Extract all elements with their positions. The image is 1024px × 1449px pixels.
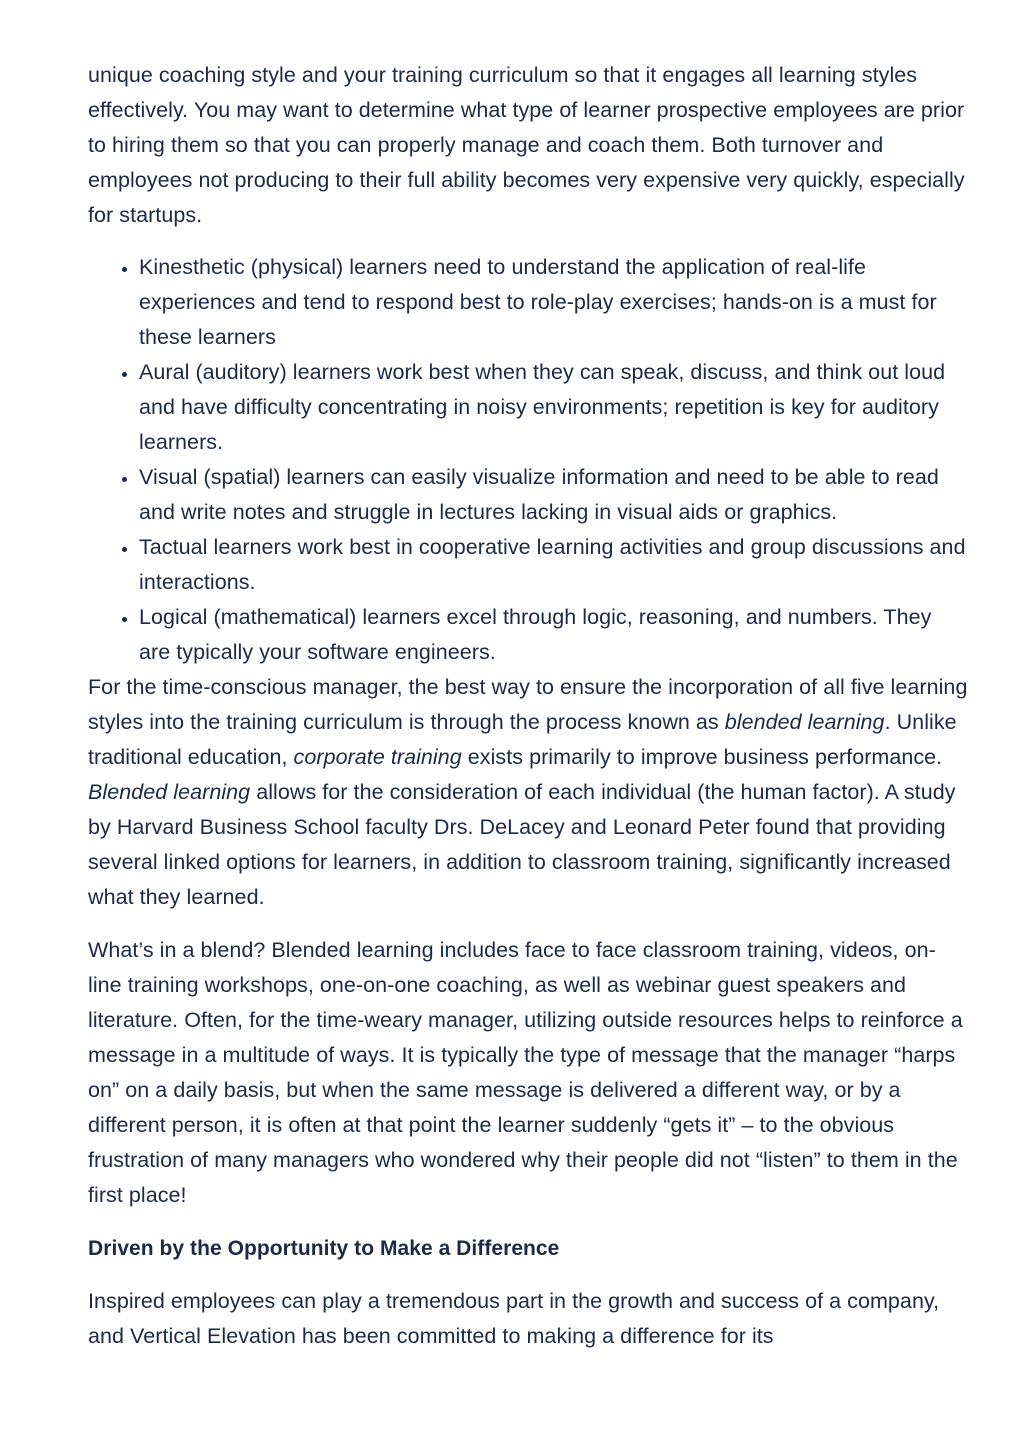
list-item-visual: • Visual (spatial) learners can easily visualize information and need to be able to read and write notes and struggle in lectures lacking in visual aids or graphics.: [139, 460, 968, 530]
blended-learning-paragraph: [88, 670, 968, 915]
blended-learning-emphasis: blended learning: [724, 710, 885, 734]
blended-text-4: allows for the consideration of each individual (the human factor). A study by Harvard Business School faculty Drs. DeLacey and Leonard Peter found that providing several linked options for learners, in addition to classroom training, significantly increased what they learned.: [88, 780, 956, 909]
blend-paragraph: What’s in a blend? Blended learning includes face to face classroom training, videos, on-line training workshops, one-on-one coaching, as well as webinar guest speakers and literature. Often, for the time-weary manager, utilizing outside resources helps to reinforce a message in a multitude of ways. It is typically the type of message that the manager “harps on” on a daily basis, but when the same message is delivered a different way, or by a different person, it is often at that point the learner suddenly “gets it” – to the obvious frustration of many managers who wondered why their people did not “listen” to them in the first place!: [88, 938, 963, 1207]
blended-learning-emphasis-2: Blended learning: [88, 780, 251, 804]
corporate-training-emphasis: corporate training: [293, 745, 462, 769]
document-page: [88, 58, 968, 1354]
closing-paragraph: Inspired employees can play a tremendous part in the growth and success of a company, and Vertical Elevation has been committed to making a difference for its: [88, 1289, 940, 1348]
blended-text-2: . Unlike traditional education,: [88, 710, 957, 769]
intro-paragraph: unique coaching style and your training curriculum so that it engages all learning styles effectively. You may want to determine what type of learner prospective employees are prior to hiring them so that you can properly manage and coach them. Both turnover and employees not producing to their full ability becomes very expensive very quickly, especially for startups.: [88, 63, 965, 227]
blended-text-1: For the time-conscious manager, the best way to ensure the incorporation of all five learning styles into the training curriculum is through the process known as: [88, 675, 968, 734]
section-heading: Driven by the Opportunity to Make a Difference: [88, 1237, 560, 1260]
list-item-kinesthetic: • Kinesthetic (physical) learners need to understand the application of real-life experiences and tend to respond best to role-play exercises; hands-on is a must for these learners: [139, 250, 968, 355]
list-item-logical: • Logical (mathematical) learners excel through logic, reasoning, and numbers. They are typically your software engineers.: [139, 600, 968, 670]
list-item-aural: • Aural (auditory) learners work best when they can speak, discuss, and think out loud and have difficulty concentrating in noisy environments; repetition is key for auditory learners.: [139, 355, 968, 460]
learning-styles-list: [88, 250, 968, 670]
blended-text-3: exists primarily to improve business performance.: [461, 745, 943, 769]
list-item-tactual: • Tactual learners work best in cooperative learning activities and group discussions and interactions.: [139, 530, 968, 600]
